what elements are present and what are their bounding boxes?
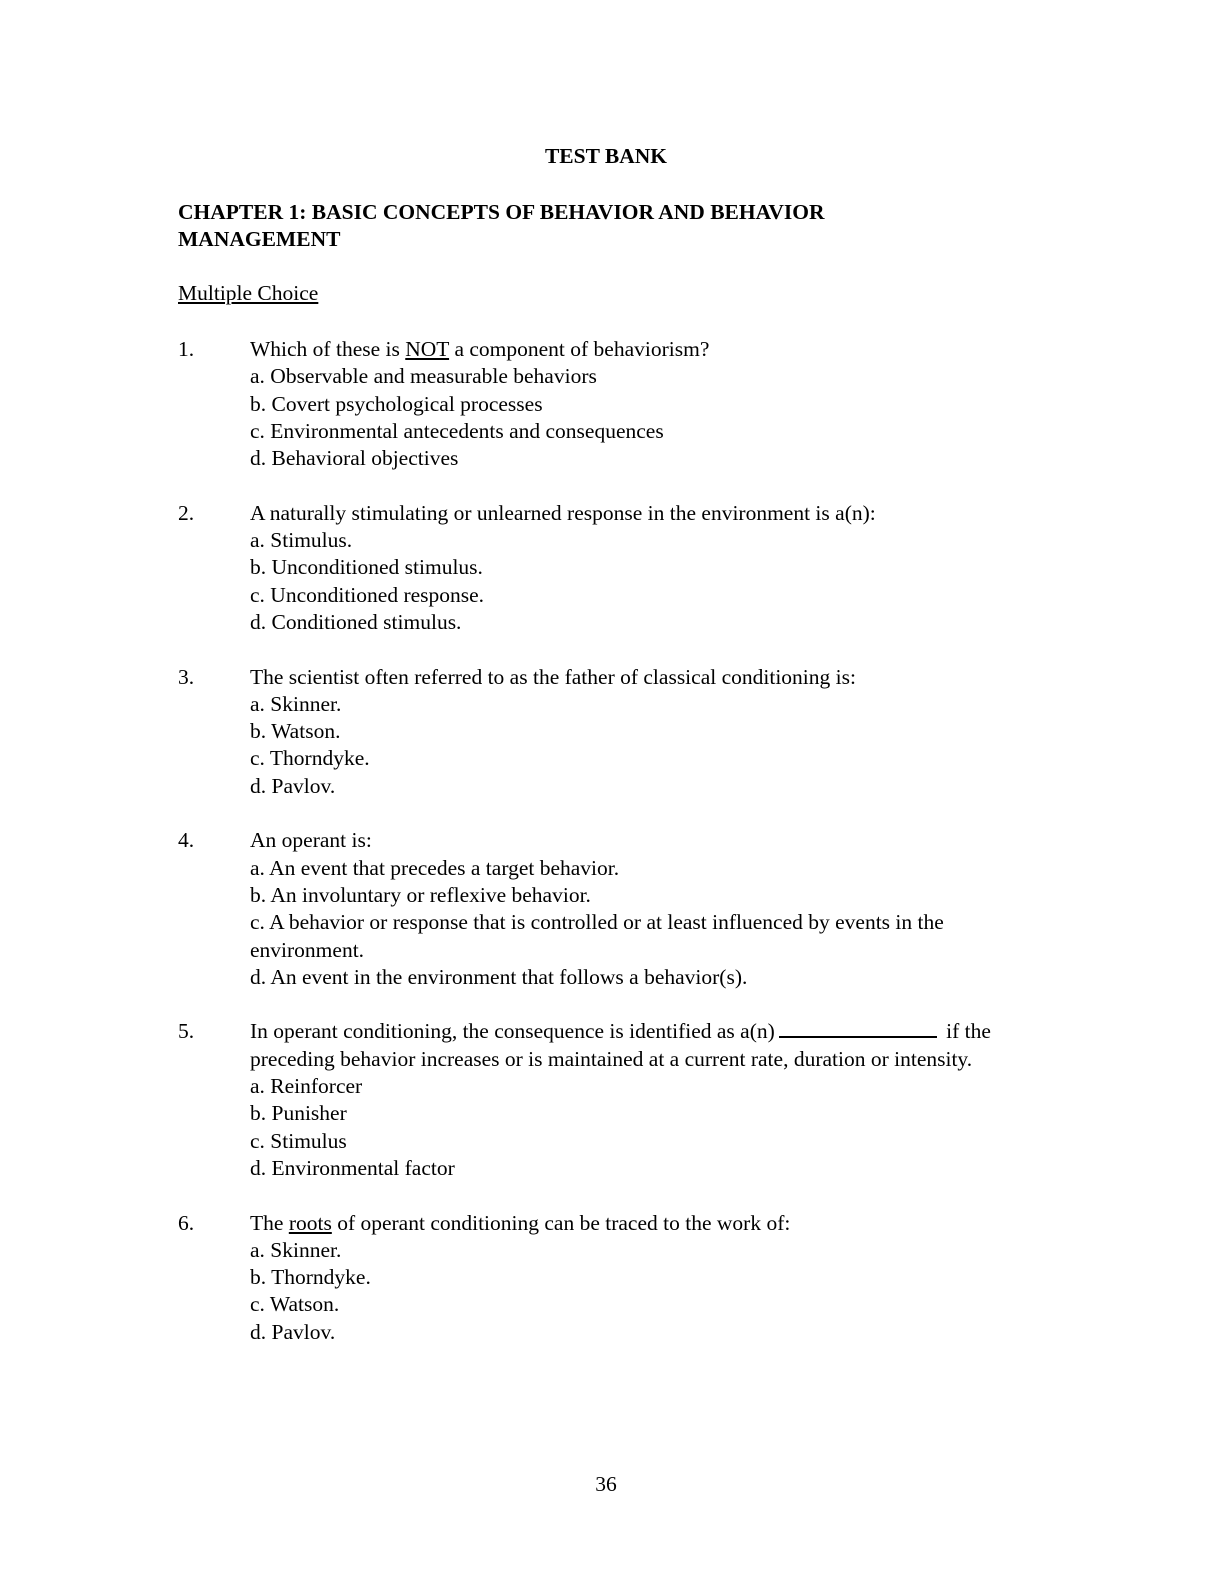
question-3 (178, 664, 1058, 800)
chapter-title: CHAPTER 1: BASIC CONCEPTS OF BEHAVIOR AND BEHAVIOR MANAGEMENT (178, 200, 825, 252)
question-number: 4. (178, 828, 195, 853)
answer-choice: b. Covert psychological processes (250, 391, 543, 416)
question-list (178, 336, 1058, 1373)
question-stem: An operant is: (250, 828, 372, 853)
answer-choice: d. Pavlov. (250, 773, 336, 798)
stem-emphasis: NOT (405, 337, 450, 361)
question-6 (178, 1210, 1058, 1346)
stem-emphasis: roots (288, 1210, 332, 1235)
question-body (250, 1018, 1040, 1182)
answer-choices (250, 1237, 1040, 1346)
answer-choice: d. An event in the environment that follows a behavior(s). (250, 964, 748, 989)
page-number: 36 (595, 1472, 617, 1496)
question-body (250, 664, 1040, 800)
answer-choice: b. Unconditioned stimulus. (250, 555, 483, 580)
answer-choice: a. Skinner. (250, 691, 342, 716)
question-stem (250, 1018, 1040, 1073)
question-number: 2. (178, 500, 195, 525)
stem-text: if the preceding behavior increases or is maintained at a current rate, duration or intensity. (250, 1019, 991, 1071)
question-1 (178, 336, 1058, 472)
answer-choice: a. Skinner. (250, 1237, 342, 1262)
question-number: 3. (178, 664, 195, 689)
stem-text: a component of behaviorism? (449, 337, 710, 361)
answer-choices (250, 855, 1040, 991)
answer-choices (250, 363, 1040, 472)
question-stem: A naturally stimulating or unlearned response in the environment is a(n): (250, 500, 876, 525)
answer-choice: c. Watson. (250, 1292, 340, 1317)
answer-choice: d. Behavioral objectives (250, 446, 459, 471)
stem-text: of operant conditioning can be traced to the work of: (331, 1210, 791, 1235)
section-heading: Multiple Choice (178, 281, 319, 305)
question-number: 6. (178, 1210, 195, 1235)
answer-choice: a. An event that precedes a target behavior. (250, 855, 620, 880)
answer-choice: a. Stimulus. (250, 528, 353, 553)
answer-choice: a. Observable and measurable behaviors (250, 364, 597, 389)
question-5 (178, 1018, 1058, 1182)
question-4 (178, 827, 1058, 991)
fill-in-blank-line (779, 1018, 937, 1038)
answer-choice: c. Stimulus (250, 1128, 347, 1153)
document-title: TEST BANK (544, 144, 668, 168)
question-body (250, 336, 1040, 472)
question-stem: The scientist often referred to as the father of classical conditioning is: (250, 664, 856, 689)
stem-text: The (250, 1210, 289, 1235)
stem-text: In operant conditioning, the consequence is identified as a(n) (250, 1019, 775, 1044)
answer-choice: c. Unconditioned response. (250, 582, 485, 607)
question-stem (250, 336, 1040, 363)
answer-choice: d. Environmental factor (250, 1155, 455, 1180)
question-number: 5. (178, 1019, 195, 1044)
answer-choices (250, 1073, 1040, 1182)
stem-text: Which of these is (250, 337, 406, 361)
question-2 (178, 500, 1058, 636)
answer-choice: d. Conditioned stimulus. (250, 609, 462, 634)
answer-choice: c. A behavior or response that is controlled or at least influenced by events in the environment. (250, 910, 944, 962)
question-stem (250, 1210, 1040, 1237)
question-body (250, 827, 1040, 991)
answer-choices (250, 691, 1040, 800)
answer-choice: b. Watson. (250, 719, 341, 744)
answer-choice: a. Reinforcer (250, 1074, 363, 1099)
answer-choice: d. Pavlov. (250, 1319, 336, 1344)
answer-choice: c. Thorndyke. (250, 746, 370, 771)
question-number: 1. (178, 337, 195, 361)
answer-choice: c. Environmental antecedents and consequences (250, 418, 664, 443)
answer-choice: b. Punisher (250, 1101, 347, 1126)
question-body (250, 1210, 1040, 1346)
answer-choice: b. An involuntary or reflexive behavior. (250, 882, 591, 907)
answer-choice: b. Thorndyke. (250, 1265, 371, 1290)
question-body (250, 500, 1040, 636)
answer-choices (250, 527, 1040, 636)
